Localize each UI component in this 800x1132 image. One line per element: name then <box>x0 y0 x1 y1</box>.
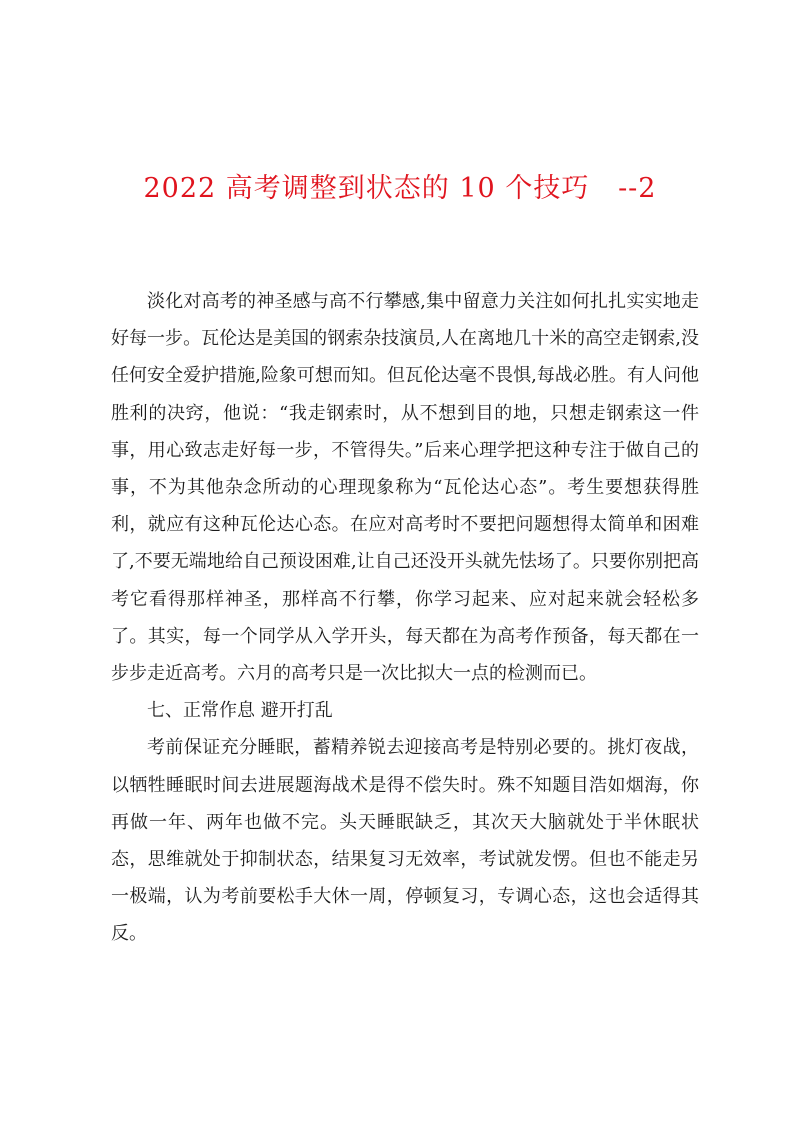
paragraph-wallenda: 淡化对高考的神圣感与高不行攀感,集中留意力关注如何扎扎实实地走好每一步。瓦伦达是美国的钢索杂技演员,人在离地几十米的高空走钢索,没任何安全爱护措施,险象可想而知。但瓦伦达毫不畏惧,每战必胜。有人问他胜利的决窍，他说：“我走钢索时，从不想到目的地，只想走钢索这一件事，用心致志走好每一步，不管得失。”后来心理学把这种专注于做自己的事，不为其他杂念所动的心理现象称为“瓦伦达心态”。考生要想获得胜利，就应有这种瓦伦达心态。在应对高考时不要把问题想得太简单和困难了,不要无端地给自己预设困难,让自己还没开头就先怯场了。只要你别把高考它看得那样神圣，那样高不行攀，你学习起来、应对起来就会轻松多了。其实，每一个同学从入学开头，每天都在为高考作预备，每天都在一步步走近高考。六月的高考只是一次比拟大一点的检测而已。 <box>111 291 699 685</box>
paragraph-sleep: 考前保证充分睡眠，蓄精养锐去迎接高考是特别必要的。挑灯夜战，以牺牲睡眠时间去进展题海战术是得不偿失时。殊不知题目浩如烟海，你再做一年、两年也做不完。头天睡眠缺乏，其次天大脑就处于半休眠状态，思维就处于抑制状态，结果复习无效率，考试就发愣。但也不能走另一极端，认为考前要松手大休一周，停顿复习，专调心态，这也会适得其反。 <box>111 737 699 945</box>
document-title: 2022 高考调整到状态的 10 个技巧 --2 <box>143 173 657 204</box>
section-heading-seven: 七、正常作息 避开打乱 <box>147 700 333 722</box>
document-body <box>111 283 699 953</box>
